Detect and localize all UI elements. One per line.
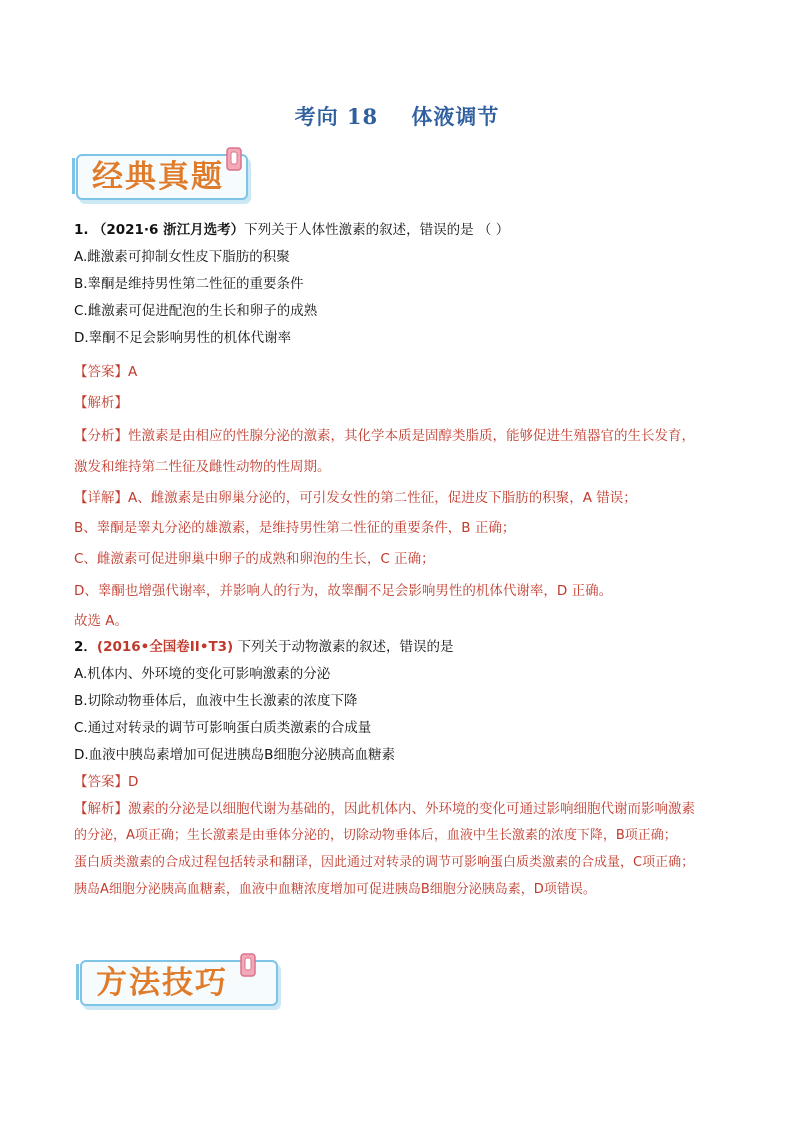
q2-option-b: B.切除动物垂体后，血液中生长激素的浓度下降	[74, 693, 358, 709]
q1-jiexi-tag	[74, 394, 128, 412]
q2-number: 2．	[74, 639, 97, 655]
fenxi-text-1: 性激素是由相应的性腺分泌的激素，其化学本质是固醇类脂质，能够促进生殖器官的生长发育，	[128, 428, 695, 444]
q2-jiexi-line3: 蛋白质类激素的合成过程包括转录和翻译，因此通过对转录的调节可影响蛋白质类激素的合成量，C项正确；	[74, 855, 695, 870]
q2-jiexi-line4: 胰岛A细胞分泌胰高血糖素，血液中血糖浓度增加可促进胰岛B细胞分泌胰岛素，D项错误。	[74, 882, 596, 897]
q2-option-a: A.机体内、外环境的变化可影响激素的分泌	[74, 666, 331, 682]
q1-option-d: D.睾酮不足会影响男性的机体代谢率	[74, 330, 292, 346]
jiexi-tag: 【解析】	[74, 395, 128, 411]
q2-option-d: D.血液中胰岛素增加可促进胰岛B细胞分泌胰高血糖素	[74, 747, 395, 763]
q1-detail-c: C、雌激素可促进卵巢中卵子的成熟和卵泡的生长，C 正确；	[74, 551, 435, 567]
fenxi-tag: 【分析】	[74, 428, 128, 444]
answer-tag: 【答案】	[74, 364, 128, 380]
jiexi-tag: 【解析】	[74, 801, 128, 817]
q1-fenxi-line2: 激发和维持第二性征及雌性动物的性周期。	[74, 459, 331, 475]
q1-answer-line	[74, 363, 137, 381]
q1-detail-a	[74, 489, 637, 507]
q1-detail-d: D、睾酮也增强代谢率，并影响人的行为，故睾酮不足会影响男性的机体代谢率，D 正确。	[74, 583, 613, 599]
q1-stem: 下列关于人体性激素的叙述，错误的是 （ ）	[244, 222, 510, 238]
xiangjie-tag: 【详解】	[74, 490, 128, 506]
q2-jiexi-line2: 的分泌，A项正确；生长激素是由垂体分泌的，切除动物垂体后，血液中生长激素的浓度下降，B项正确；	[74, 828, 677, 843]
q1-conclusion: 故选 A。	[74, 613, 129, 629]
q1-fenxi-line1	[74, 427, 695, 445]
q2-stem-line	[74, 638, 454, 656]
q1-number: 1.	[74, 222, 89, 238]
q1-detail-b: B、睾酮是睾丸分泌的雄激素，是维持男性第二性征的重要条件，B 正确；	[74, 520, 516, 536]
q2-option-c: C.通过对转录的调节可影响蛋白质类激素的合成量	[74, 720, 372, 736]
q1-option-b: B.睾酮是维持男性第二性征的重要条件	[74, 276, 304, 292]
q1-option-a: A.雌激素可抑制女性皮下脂肪的积聚	[74, 249, 290, 265]
q2-source: (2016•全国卷II•T3)	[96, 639, 234, 655]
jiexi-text-1: 激素的分泌是以细胞代谢为基础的，因此机体内、外环境的变化可通过影响细胞代谢而影响激素	[128, 801, 695, 817]
page-title: 考向 18 体液调节	[294, 104, 500, 129]
q1-source: （2021·6 浙江月选考）	[92, 222, 245, 238]
q2-stem: 下列关于动物激素的叙述，错误的是	[233, 639, 454, 655]
banner-method-tips	[76, 952, 282, 1008]
q2-jiexi-line1	[74, 800, 695, 818]
q1-option-c: C.雌激素可促进配泡的生长和卵子的成熟	[74, 303, 318, 319]
q1-stem-line	[74, 221, 509, 239]
answer-tag: 【答案】	[74, 774, 128, 790]
banner-classic-questions	[72, 146, 252, 202]
q1-answer: A	[128, 364, 138, 380]
paperclip-icon	[238, 952, 258, 980]
detail-a-text: A、雌激素是由卵巢分泌的，可引发女性的第二性征，促进皮下脂肪的积聚，A 错误；	[128, 490, 637, 506]
paperclip-icon	[224, 146, 244, 174]
banner-label: 经典真题	[92, 159, 224, 195]
q2-answer-line	[74, 773, 138, 791]
q2-answer: D	[128, 774, 139, 790]
banner-label: 方法技巧	[96, 965, 228, 1001]
